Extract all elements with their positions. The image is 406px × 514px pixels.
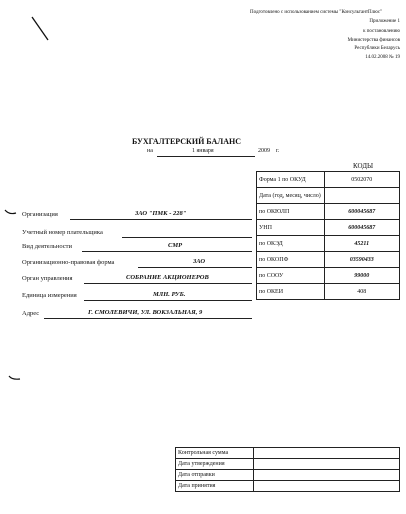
codes-row	[257, 252, 400, 268]
unit-label: Единица измерения	[22, 292, 77, 299]
scan-mark-top	[30, 14, 52, 44]
management-label: Орган управления	[22, 275, 73, 282]
codes-table	[256, 171, 400, 300]
decree-block	[348, 28, 400, 62]
to-decree: к постановлению	[363, 29, 400, 34]
scan-mark-left	[4, 207, 18, 217]
activity-value: СМР	[168, 242, 183, 249]
appendix-note	[369, 19, 400, 24]
codes-value: 600045687	[324, 220, 399, 236]
control-row	[176, 448, 400, 459]
control-label: Контрольная сумма	[176, 448, 254, 459]
codes-label: по ОКЕИ	[257, 284, 325, 300]
codes-row	[257, 172, 400, 188]
prepared-note: Подготовлено с использованием системы "КонсультантПлюс"	[250, 10, 383, 15]
codes-row	[257, 188, 400, 204]
codes-row	[257, 204, 400, 220]
document-title: БУХГАЛТЕРСКИЙ БАЛАНС	[132, 137, 241, 146]
control-label: Дата утверждения	[176, 459, 254, 470]
decree-date: 14.02.2008 № 19	[365, 54, 400, 60]
address-value: Г. СМОЛЕВИЧИ, УЛ. ВОКЗАЛЬНАЯ, 9	[88, 309, 203, 316]
organization-label: Организация	[22, 211, 58, 218]
codes-row	[257, 268, 400, 284]
management-value: СОБРАНИЕ АКЦИОНЕРОВ	[126, 274, 209, 281]
title-date: 1 января	[192, 148, 214, 154]
codes-label: по ОКОПФ	[257, 252, 325, 268]
title-on: на	[147, 148, 153, 154]
codes-label: Дата (год, месяц, число)	[257, 188, 325, 204]
republic: Республики Беларусь	[354, 46, 400, 51]
control-table	[175, 447, 400, 492]
codes-label: Форма 1 по ОКУД	[257, 172, 325, 188]
control-label: Дата отправки	[176, 470, 254, 481]
codes-label: по ОКЭД	[257, 236, 325, 252]
codes-value: 0502070	[324, 172, 399, 188]
control-row	[176, 481, 400, 492]
codes-value	[324, 188, 399, 204]
codes-value: 45211	[324, 236, 399, 252]
control-value	[253, 481, 399, 492]
codes-label: по ОКЮЛП	[257, 204, 325, 220]
legal-form-label: Организационно-правовая форма	[22, 259, 115, 266]
title-year-suffix: г.	[276, 148, 280, 154]
scan-mark-bottom	[8, 374, 22, 382]
codes-label: по СООУ	[257, 268, 325, 284]
activity-label: Вид деятельности	[22, 243, 72, 250]
taxpayer-label: Учетный номер плательщика	[22, 229, 103, 236]
control-value	[253, 470, 399, 481]
control-value	[253, 448, 399, 459]
control-label: Дата принятия	[176, 481, 254, 492]
codes-heading: КОДЫ	[353, 162, 374, 170]
unit-value: МЛН. РУБ.	[153, 291, 186, 298]
legal-form-value: ЗАО	[193, 258, 206, 265]
codes-value: 03590433	[324, 252, 399, 268]
codes-value: 600045687	[324, 204, 399, 220]
codes-row	[257, 220, 400, 236]
codes-label: УНП	[257, 220, 325, 236]
ministry: Министерства финансов	[347, 37, 400, 43]
codes-row	[257, 236, 400, 252]
organization-value: ЗАО "ПМК - 228"	[135, 210, 187, 217]
appendix: Приложение 1	[369, 19, 400, 24]
codes-value: 408	[324, 284, 399, 300]
title-year: 2009	[258, 148, 270, 154]
codes-value: 99000	[324, 268, 399, 284]
codes-row	[257, 284, 400, 300]
control-row	[176, 470, 400, 481]
control-value	[253, 459, 399, 470]
control-row	[176, 459, 400, 470]
address-label: Адрес	[22, 310, 40, 317]
